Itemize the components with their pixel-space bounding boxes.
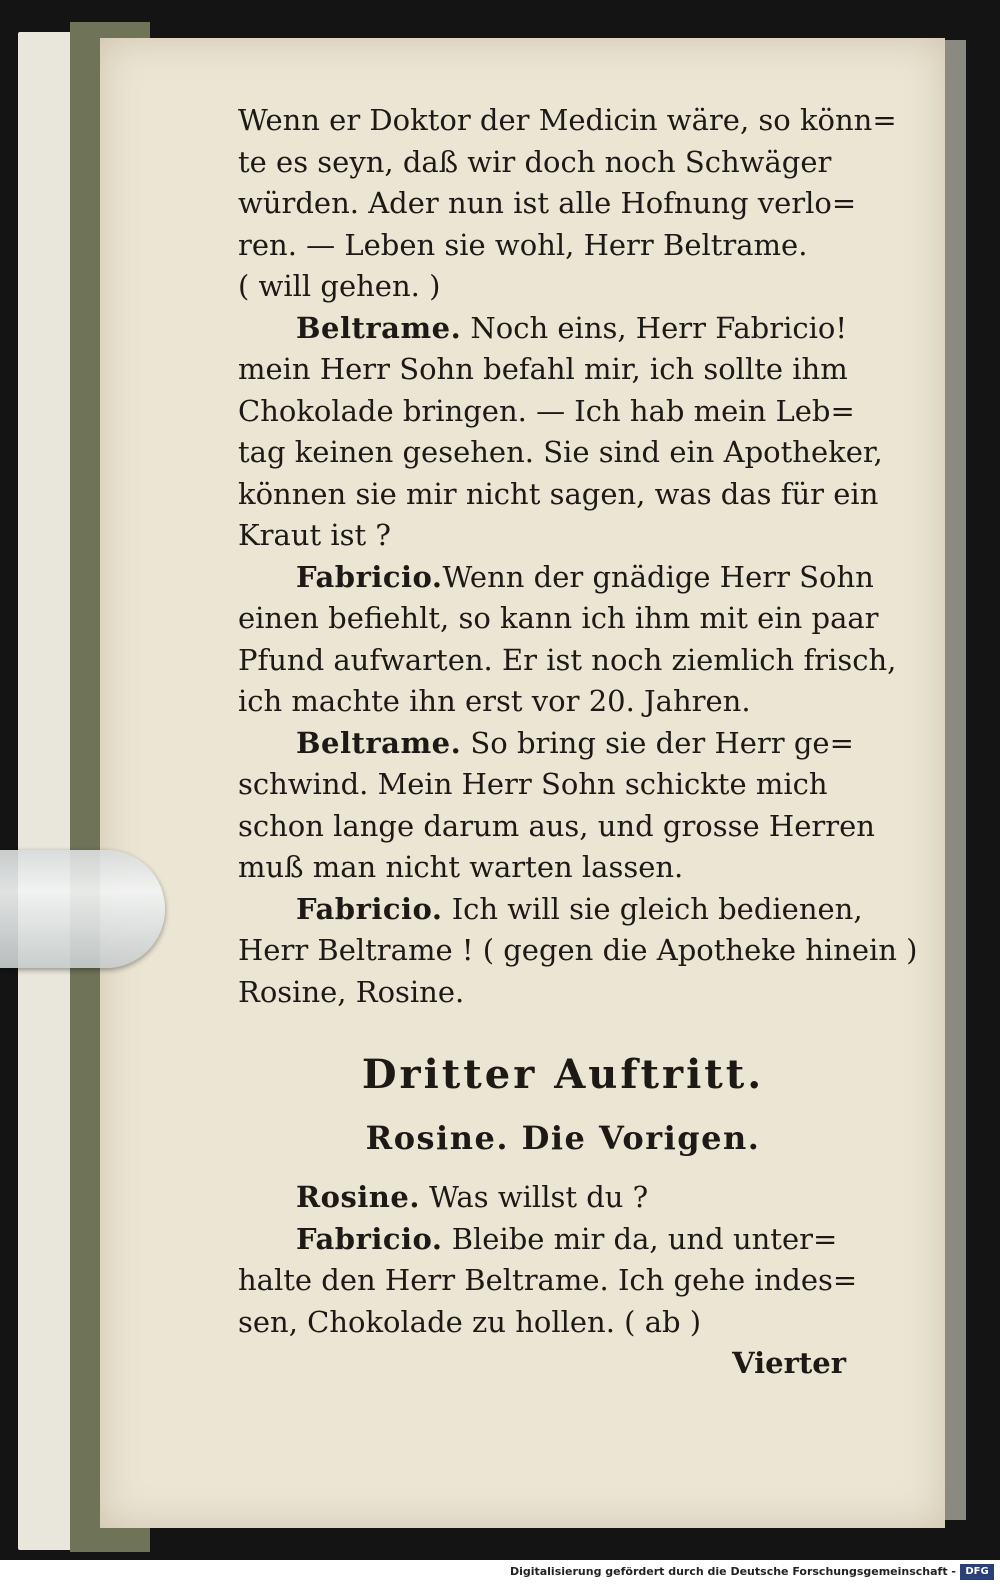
speaker-name: Beltrame.: [296, 310, 462, 345]
speech-text: Was willst du ?: [419, 1180, 649, 1214]
text-line: einen befiehlt, so kann ich ihm mit ein paar: [238, 601, 879, 635]
speaker-name: Beltrame.: [296, 725, 462, 760]
text-line: schon lange darum aus, und grosse Herren: [238, 808, 875, 843]
paragraph-5: [238, 889, 918, 1014]
page-text: [238, 100, 918, 1385]
speech-text: Wenn der gnädige Herr Sohn: [442, 559, 874, 594]
speech-text: So bring sie der Herr ge=: [461, 725, 854, 760]
speech-text: Noch eins, Herr Fabricio!: [461, 310, 847, 345]
scene-characters: Rosine. Die Vorigen.: [365, 1119, 761, 1157]
text-line: ich machte ihn erst vor 20. Jahren.: [238, 684, 751, 718]
book-edge-right: [942, 40, 966, 1520]
text-line: [238, 1177, 888, 1219]
paragraph-3: [238, 557, 897, 723]
text-line: muß man nicht warten lassen.: [238, 850, 684, 884]
speaker-name: Fabricio.: [296, 891, 443, 926]
speaker-name: Fabricio.: [296, 1221, 443, 1256]
speaker-name: Fabricio.: [296, 559, 443, 594]
speech-text: Bleibe mir da, und unter=: [442, 1221, 838, 1256]
text-line: Chokolade bringen. — Ich hab mein Leb=: [238, 393, 855, 428]
text-line: [238, 723, 888, 765]
text-line: mein Herr Sohn befahl mir, ich sollte ihm: [238, 352, 848, 386]
scene-title: Dritter Auftritt.: [361, 1051, 765, 1098]
text-line: Wenn er Doktor der Medicin wäre, so könn=: [238, 103, 897, 137]
catchword: Vierter: [732, 1346, 846, 1380]
stage-direction: ( will gehen. ): [238, 269, 441, 303]
text-line: Kraut ist ?: [238, 518, 391, 552]
text-line: te es seyn, daß wir doch noch Schwäger: [238, 144, 832, 179]
text-line: schwind. Mein Herr Sohn schickte mich: [238, 767, 828, 801]
text-line: tag keinen gesehen. Sie sind ein Apotheker,: [238, 435, 883, 469]
footer-bar: [0, 1560, 1000, 1587]
paragraph-1: [238, 100, 897, 308]
paragraph-6: [238, 1177, 888, 1219]
footer-credit: Digitalisierung gefördert durch die Deutsche Forschungsgemeinschaft -: [509, 1565, 956, 1578]
text-line: Pfund aufwarten. Er ist noch ziemlich frisch,: [238, 642, 897, 677]
dfg-logo: DFG: [960, 1564, 994, 1580]
paragraph-4: [238, 723, 888, 889]
text-line: [238, 557, 888, 599]
paragraph-2: [238, 308, 888, 557]
scene-heading: [238, 1043, 888, 1169]
text-line: ren. — Leben sie wohl, Herr Beltrame.: [238, 227, 808, 262]
text-line: Rosine, Rosine.: [238, 974, 465, 1009]
text-line: sen, Chokolade zu hollen. ( ab ): [238, 1304, 702, 1339]
text-line: [238, 1219, 888, 1261]
text-line: halte den Herr Beltrame. Ich gehe indes=: [238, 1263, 858, 1297]
text-line: Herr Beltrame ! ( gegen die Apotheke hinein ): [238, 933, 918, 967]
text-line: [238, 308, 888, 350]
text-line: können sie mir nicht sagen, was das für ein: [238, 476, 879, 511]
paragraph-7: [238, 1219, 888, 1344]
text-line: [238, 889, 888, 931]
speech-text: Ich will sie gleich bedienen,: [442, 891, 863, 926]
page-clip: [0, 850, 165, 968]
text-line: würden. Ader nun ist alle Hofnung verlo=: [238, 186, 857, 220]
speaker-name: Rosine.: [296, 1180, 420, 1214]
